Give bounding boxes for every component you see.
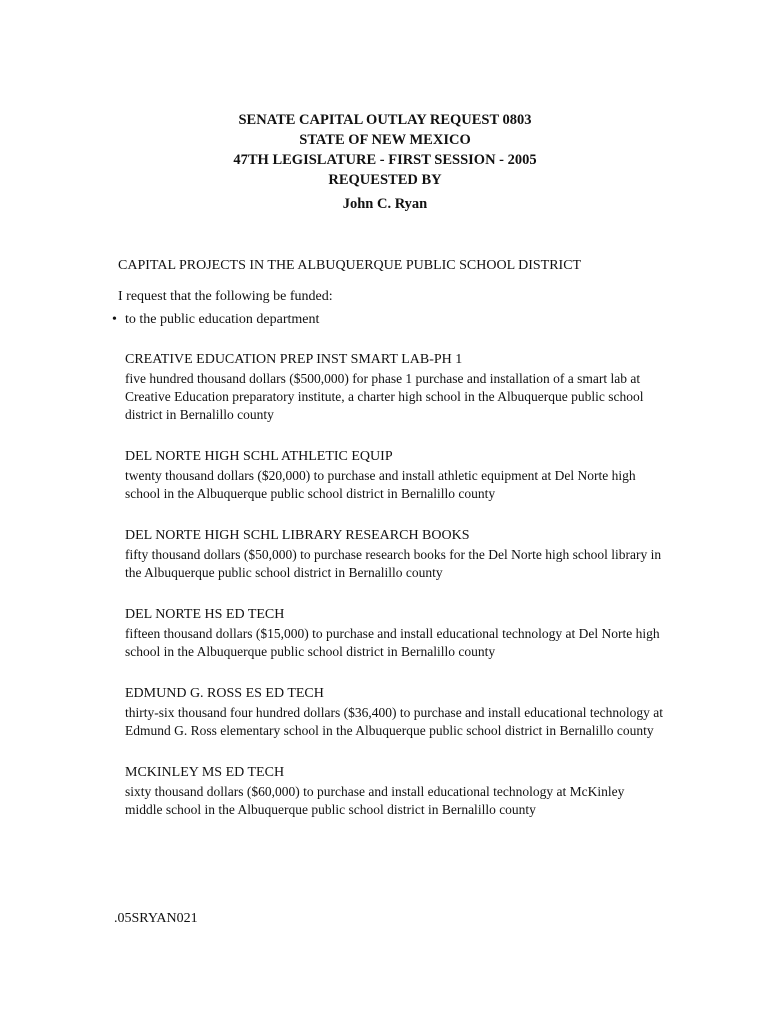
document-header [0, 110, 770, 214]
department-bullet [112, 312, 319, 328]
state-line: STATE OF NEW MEXICO [299, 132, 471, 148]
project-item [125, 763, 665, 819]
requested-by-label: REQUESTED BY [328, 172, 442, 188]
project-description: thirty-six thousand four hundred dollars ($36,400) to purchase and install educational technology at Edmund G. Ross elementary school in the Albuquerque public school district in Bernalillo county [125, 705, 663, 738]
project-item [125, 447, 665, 503]
bullet-icon: • [112, 312, 117, 327]
project-description: twenty thousand dollars ($20,000) to purchase and install athletic equipment at Del Norte high school in the Albuquerque public school district in Bernalillo county [125, 468, 636, 501]
project-description: fifty thousand dollars ($50,000) to purchase research books for the Del Norte high school library in the Albuquerque public school district in Bernalillo county [125, 547, 662, 580]
department-text: to the public education department [125, 312, 320, 327]
project-item [125, 684, 665, 740]
project-description: five hundred thousand dollars ($500,000) for phase 1 purchase and installation of a smart lab at Creative Education preparatory institute, a charter high school in the Albuquerque public school district in Bernalillo county [125, 371, 644, 422]
project-title: EDMUND G. ROSS ES ED TECH [125, 686, 324, 701]
requester-name: John C. Ryan [342, 196, 428, 212]
project-item [125, 605, 665, 661]
district-heading: CAPITAL PROJECTS IN THE ALBUQUERQUE PUBLIC SCHOOL DISTRICT [118, 258, 582, 273]
project-title: DEL NORTE HIGH SCHL ATHLETIC EQUIP [125, 449, 393, 464]
intro-text: I request that the following be funded: [118, 289, 333, 304]
project-description: sixty thousand dollars ($60,000) to purchase and install educational technology at McKinley middle school in the Albuquerque public school district in Bernalillo county [125, 784, 625, 817]
project-title: DEL NORTE HS ED TECH [125, 607, 285, 622]
legislature-line: 47TH LEGISLATURE - FIRST SESSION - 2005 [233, 152, 537, 168]
project-item [125, 526, 665, 582]
project-title: CREATIVE EDUCATION PREP INST SMART LAB-PH 1 [125, 352, 463, 367]
request-title: SENATE CAPITAL OUTLAY REQUEST 0803 [238, 112, 532, 128]
document-code: .05SRYAN021 [114, 911, 198, 926]
project-description: fifteen thousand dollars ($15,000) to purchase and install educational technology at Del Norte high school in the Albuquerque public school district in Bernalillo county [125, 626, 660, 659]
project-list [125, 350, 665, 842]
project-title: DEL NORTE HIGH SCHL LIBRARY RESEARCH BOOKS [125, 528, 470, 543]
project-item [125, 350, 665, 424]
project-title: MCKINLEY MS ED TECH [125, 765, 285, 780]
